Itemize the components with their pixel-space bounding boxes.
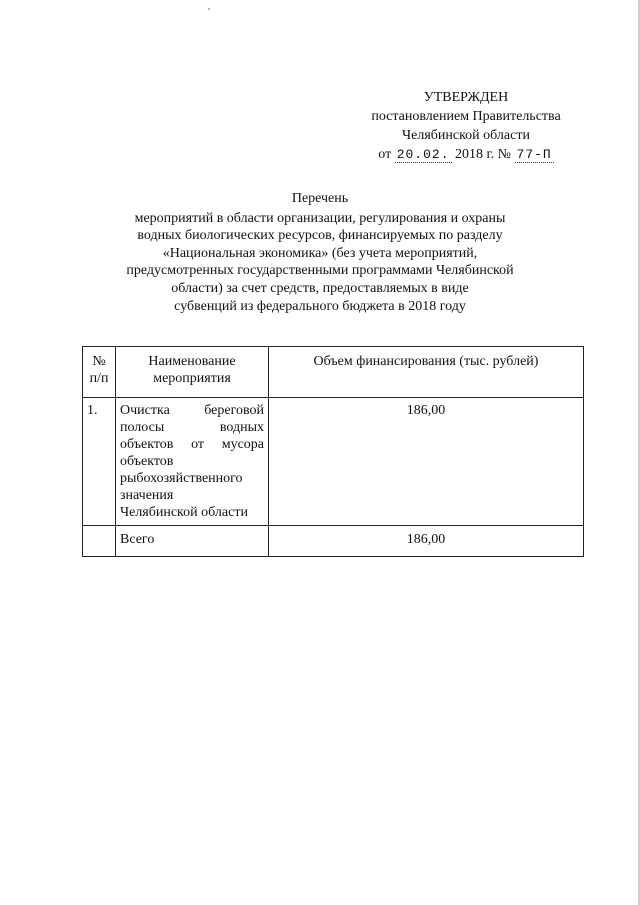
approval-date-value: 20.02. bbox=[396, 147, 450, 162]
row-name-word: мусора bbox=[221, 437, 264, 452]
approval-year-suffix: 2018 г. № bbox=[455, 147, 512, 162]
title-line: предусмотренных государственными программами Челябинской bbox=[126, 263, 514, 279]
title-line: субвенций из федерального бюджета в 2018 году bbox=[174, 298, 466, 314]
total-label: Всего bbox=[116, 526, 269, 557]
header-name-line-1: Наименование bbox=[148, 354, 236, 369]
row-name-line bbox=[120, 419, 264, 436]
total-number bbox=[83, 526, 116, 557]
approval-date-line bbox=[360, 145, 572, 164]
title-line: мероприятий в области организации, регулирования и охраны bbox=[134, 210, 506, 226]
row-name-line bbox=[120, 402, 264, 419]
row-name-line: рыбохозяйственного bbox=[120, 471, 243, 486]
row-name-word: береговой bbox=[204, 403, 264, 418]
header-name bbox=[116, 347, 269, 398]
header-number-line-2: п/п bbox=[89, 371, 109, 386]
approval-line-2: Челябинской области bbox=[402, 128, 530, 143]
row-amount: 186,00 bbox=[269, 398, 584, 526]
row-number: 1. bbox=[83, 398, 116, 526]
header-number-line-1: № bbox=[92, 354, 106, 369]
approval-line-1: постановлением Правительства bbox=[371, 109, 561, 124]
row-name-word: водных bbox=[219, 420, 264, 435]
row-name-line: объектов bbox=[120, 454, 174, 469]
approval-number-value: 77-П bbox=[516, 147, 552, 162]
row-name-word: от bbox=[191, 437, 205, 452]
row-name-line: Челябинской области bbox=[120, 505, 248, 520]
row-name-word: объектов bbox=[120, 437, 174, 452]
approval-date-prefix: от bbox=[378, 147, 392, 162]
row-name-word: Очистка bbox=[120, 403, 170, 418]
table-row bbox=[83, 398, 584, 526]
scan-artifact-dot bbox=[208, 8, 210, 10]
table-total-row bbox=[83, 526, 584, 557]
header-amount: Объем финансирования (тыс. рублей) bbox=[269, 347, 584, 398]
row-name-word: полосы bbox=[120, 420, 165, 435]
document-title bbox=[110, 190, 530, 315]
header-name-line-2: мероприятия bbox=[153, 371, 231, 386]
approval-status: УТВЕРЖДЕН bbox=[423, 90, 509, 105]
total-amount: 186,00 bbox=[269, 526, 584, 557]
row-name-line: значения bbox=[120, 488, 174, 503]
table-header-row bbox=[83, 347, 584, 398]
row-name-line bbox=[120, 436, 264, 453]
row-name bbox=[116, 398, 269, 526]
funding-table bbox=[82, 346, 584, 557]
title-heading: Перечень bbox=[291, 191, 349, 206]
header-number bbox=[83, 347, 116, 398]
approval-stamp bbox=[360, 88, 572, 164]
title-line: области) за счет средств, предоставляемых в виде bbox=[171, 280, 469, 296]
title-line: «Национальная экономика» (без учета мероприятий, bbox=[162, 245, 478, 261]
title-line: водных биологических ресурсов, финансируемых по разделу bbox=[137, 228, 503, 244]
